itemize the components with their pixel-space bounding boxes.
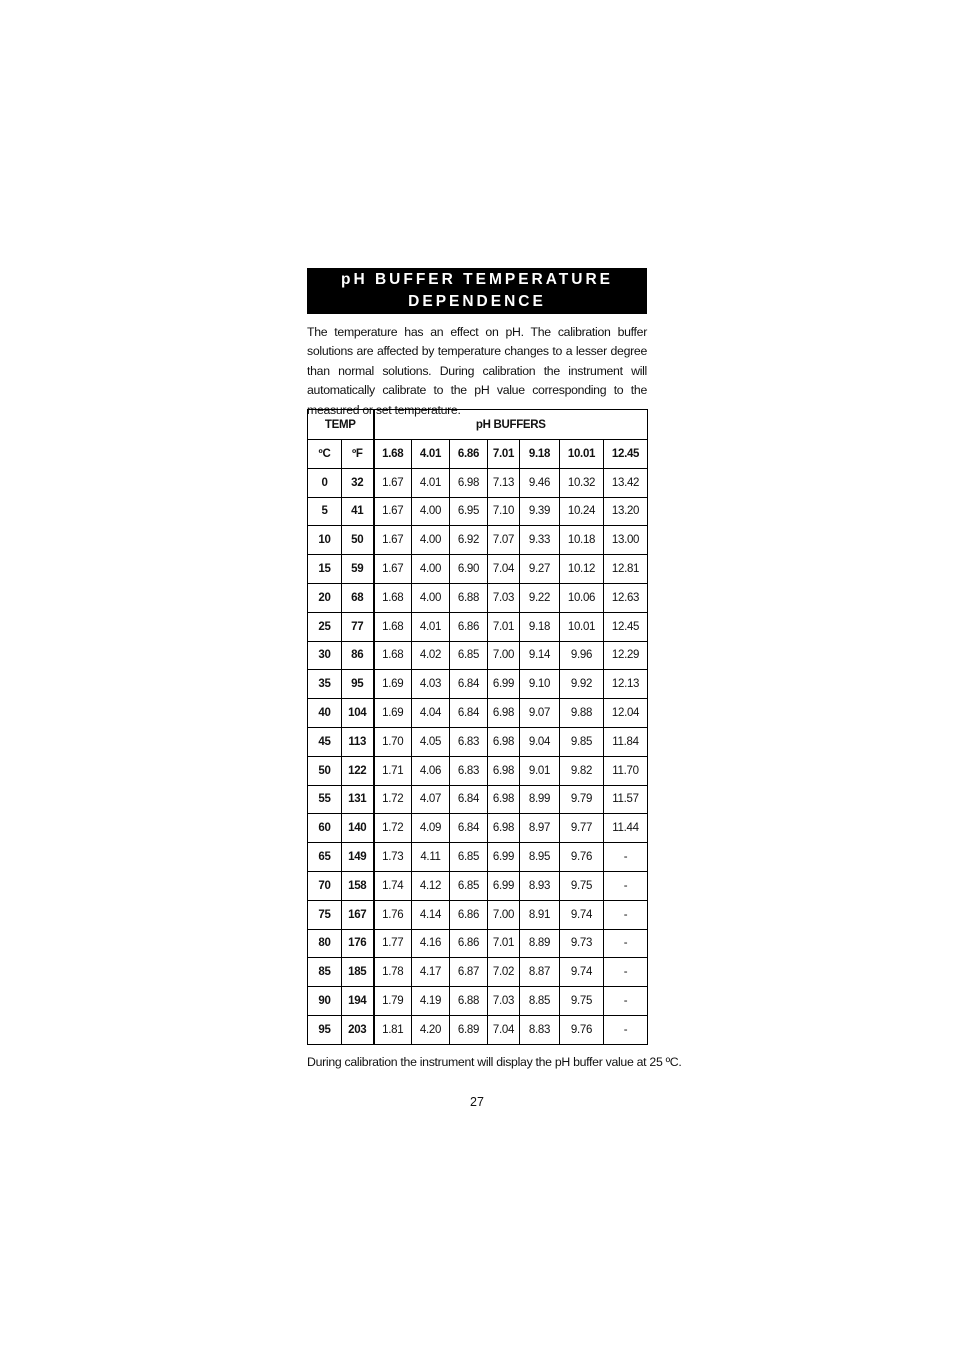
celsius-header: ºC	[308, 440, 342, 469]
buffer-value-cell: 6.84	[450, 699, 488, 728]
buffer-value-cell: 6.84	[450, 670, 488, 699]
fahrenheit-cell: 59	[342, 555, 374, 584]
buffer-value-cell: 9.88	[560, 699, 604, 728]
buffer-column-header: 4.01	[412, 440, 450, 469]
buffer-value-cell: 11.84	[604, 727, 648, 756]
buffer-value-cell: 9.92	[560, 670, 604, 699]
buffer-value-cell: 1.67	[374, 468, 412, 497]
buffer-value-cell: 9.79	[560, 785, 604, 814]
buffer-value-cell: 6.95	[450, 497, 488, 526]
fahrenheit-cell: 50	[342, 526, 374, 555]
buffer-value-cell: 6.86	[450, 900, 488, 929]
table-row	[308, 670, 648, 699]
buffer-column-header: 6.86	[450, 440, 488, 469]
ph-buffers-header: pH BUFFERS	[374, 410, 648, 440]
buffer-column-header: 9.18	[520, 440, 560, 469]
celsius-cell: 30	[308, 641, 342, 670]
buffer-value-cell: 7.00	[488, 900, 520, 929]
buffer-value-cell: 6.99	[488, 670, 520, 699]
buffer-value-cell: 12.81	[604, 555, 648, 584]
buffer-value-cell: 9.33	[520, 526, 560, 555]
buffer-value-cell: 6.87	[450, 958, 488, 987]
buffer-value-cell: -	[604, 987, 648, 1016]
buffer-value-cell: 10.32	[560, 468, 604, 497]
fahrenheit-cell: 68	[342, 583, 374, 612]
buffer-value-cell: 13.00	[604, 526, 648, 555]
celsius-cell: 25	[308, 612, 342, 641]
celsius-cell: 65	[308, 843, 342, 872]
buffer-value-cell: 12.29	[604, 641, 648, 670]
buffer-value-cell: -	[604, 843, 648, 872]
section-title-line-1: pH BUFFER TEMPERATURE	[341, 271, 613, 288]
buffer-value-cell: 9.85	[560, 727, 604, 756]
buffer-value-cell: 12.13	[604, 670, 648, 699]
buffer-value-cell: 7.04	[488, 555, 520, 584]
buffer-value-cell: 6.86	[450, 612, 488, 641]
buffer-value-cell: 1.74	[374, 871, 412, 900]
buffer-value-cell: 9.75	[560, 987, 604, 1016]
buffer-value-cell: 4.11	[412, 843, 450, 872]
buffer-value-cell: 7.01	[488, 612, 520, 641]
buffer-value-cell: 8.85	[520, 987, 560, 1016]
buffer-column-header: 10.01	[560, 440, 604, 469]
buffer-value-cell: 12.63	[604, 583, 648, 612]
table-row	[308, 843, 648, 872]
table-row	[308, 641, 648, 670]
fahrenheit-header: ºF	[342, 440, 374, 469]
celsius-cell: 20	[308, 583, 342, 612]
buffer-value-cell: 1.79	[374, 987, 412, 1016]
buffer-value-cell: 6.98	[488, 756, 520, 785]
table-row	[308, 756, 648, 785]
buffer-value-cell: 1.68	[374, 641, 412, 670]
buffer-value-cell: 6.89	[450, 1015, 488, 1044]
buffer-value-cell: 4.00	[412, 555, 450, 584]
buffer-value-cell: 6.90	[450, 555, 488, 584]
buffer-value-cell: 9.74	[560, 900, 604, 929]
buffer-value-cell: -	[604, 929, 648, 958]
celsius-cell: 80	[308, 929, 342, 958]
buffer-column-header: 7.01	[488, 440, 520, 469]
buffer-value-cell: 1.70	[374, 727, 412, 756]
fahrenheit-cell: 131	[342, 785, 374, 814]
buffer-value-cell: 7.00	[488, 641, 520, 670]
buffer-value-cell: 4.01	[412, 468, 450, 497]
buffer-value-cell: 1.68	[374, 612, 412, 641]
buffer-value-cell: 9.22	[520, 583, 560, 612]
buffer-value-cell: 8.95	[520, 843, 560, 872]
buffer-value-cell: 4.09	[412, 814, 450, 843]
table-row	[308, 727, 648, 756]
buffer-value-cell: 1.81	[374, 1015, 412, 1044]
buffer-value-cell: 6.98	[488, 727, 520, 756]
celsius-cell: 75	[308, 900, 342, 929]
buffer-value-cell: -	[604, 871, 648, 900]
fahrenheit-cell: 167	[342, 900, 374, 929]
buffer-value-cell: 4.17	[412, 958, 450, 987]
buffer-value-cell: -	[604, 1015, 648, 1044]
table-row	[308, 612, 648, 641]
buffer-value-cell: 9.75	[560, 871, 604, 900]
buffer-value-cell: 10.01	[560, 612, 604, 641]
buffer-value-cell: 4.20	[412, 1015, 450, 1044]
fahrenheit-cell: 122	[342, 756, 374, 785]
fahrenheit-cell: 185	[342, 958, 374, 987]
buffer-column-header: 1.68	[374, 440, 412, 469]
buffer-value-cell: 6.99	[488, 871, 520, 900]
buffer-value-cell: 9.04	[520, 727, 560, 756]
intro-paragraph: The temperature has an effect on pH. The calibration buffer solutions are affected by temperature changes to a lesser degree than normal solutions. During calibration the instrument will automatically calibrate to the pH value corresponding to the measured or set temperature.	[307, 325, 647, 417]
buffer-value-cell: 7.10	[488, 497, 520, 526]
buffer-value-cell: 4.12	[412, 871, 450, 900]
buffer-value-cell: 9.27	[520, 555, 560, 584]
buffer-value-cell: 9.14	[520, 641, 560, 670]
celsius-cell: 10	[308, 526, 342, 555]
buffer-value-cell: 12.04	[604, 699, 648, 728]
table-body	[308, 468, 648, 1044]
buffer-value-cell: -	[604, 958, 648, 987]
buffer-value-cell: 6.98	[488, 699, 520, 728]
buffer-value-cell: 7.03	[488, 987, 520, 1016]
buffer-value-cell: 9.07	[520, 699, 560, 728]
buffer-value-cell: 4.16	[412, 929, 450, 958]
fahrenheit-cell: 86	[342, 641, 374, 670]
buffer-value-cell: 9.76	[560, 1015, 604, 1044]
buffer-value-cell: 4.02	[412, 641, 450, 670]
buffer-value-cell: 9.39	[520, 497, 560, 526]
temp-header: TEMP	[308, 410, 374, 440]
ph-buffer-table	[307, 409, 648, 1045]
buffer-value-cell: 1.78	[374, 958, 412, 987]
fahrenheit-cell: 95	[342, 670, 374, 699]
buffer-value-cell: 7.02	[488, 958, 520, 987]
buffer-value-cell: 1.71	[374, 756, 412, 785]
buffer-value-cell: 4.00	[412, 583, 450, 612]
buffer-value-cell: 6.83	[450, 756, 488, 785]
buffer-value-cell: 1.68	[374, 583, 412, 612]
buffer-value-cell: 6.98	[450, 468, 488, 497]
section-title-banner	[307, 268, 647, 314]
celsius-cell: 45	[308, 727, 342, 756]
buffer-value-cell: 9.01	[520, 756, 560, 785]
buffer-column-header: 12.45	[604, 440, 648, 469]
celsius-cell: 40	[308, 699, 342, 728]
buffer-value-cell: 4.05	[412, 727, 450, 756]
table-row	[308, 900, 648, 929]
buffer-value-cell: 6.88	[450, 583, 488, 612]
celsius-cell: 90	[308, 987, 342, 1016]
table-row	[308, 526, 648, 555]
buffer-value-cell: 9.96	[560, 641, 604, 670]
buffer-value-cell: 6.84	[450, 785, 488, 814]
celsius-cell: 95	[308, 1015, 342, 1044]
table-row	[308, 814, 648, 843]
celsius-cell: 0	[308, 468, 342, 497]
buffer-value-cell: 11.44	[604, 814, 648, 843]
buffer-value-cell: 1.73	[374, 843, 412, 872]
fahrenheit-cell: 32	[342, 468, 374, 497]
buffer-value-cell: 1.69	[374, 670, 412, 699]
fahrenheit-cell: 104	[342, 699, 374, 728]
buffer-value-cell: 8.91	[520, 900, 560, 929]
table-row	[308, 785, 648, 814]
fahrenheit-cell: 77	[342, 612, 374, 641]
buffer-value-cell: 4.01	[412, 612, 450, 641]
table-row	[308, 871, 648, 900]
celsius-cell: 35	[308, 670, 342, 699]
buffer-value-cell: 12.45	[604, 612, 648, 641]
buffer-value-cell: 13.42	[604, 468, 648, 497]
buffer-value-cell: 11.70	[604, 756, 648, 785]
buffer-value-cell: 1.72	[374, 785, 412, 814]
buffer-value-cell: 4.00	[412, 497, 450, 526]
buffer-value-cell: 9.82	[560, 756, 604, 785]
buffer-value-cell: 1.67	[374, 497, 412, 526]
buffer-value-cell: 6.85	[450, 871, 488, 900]
buffer-value-cell: 11.57	[604, 785, 648, 814]
celsius-cell: 50	[308, 756, 342, 785]
celsius-cell: 70	[308, 871, 342, 900]
buffer-value-cell: 6.85	[450, 843, 488, 872]
fahrenheit-cell: 113	[342, 727, 374, 756]
buffer-value-cell: 6.84	[450, 814, 488, 843]
buffer-value-cell: 7.03	[488, 583, 520, 612]
buffer-value-cell: 7.13	[488, 468, 520, 497]
buffer-value-cell: 9.18	[520, 612, 560, 641]
buffer-value-cell: 4.14	[412, 900, 450, 929]
buffer-value-cell: 8.83	[520, 1015, 560, 1044]
buffer-value-cell: 4.00	[412, 526, 450, 555]
buffer-value-cell: 9.76	[560, 843, 604, 872]
buffer-value-cell: 4.07	[412, 785, 450, 814]
celsius-cell: 60	[308, 814, 342, 843]
fahrenheit-cell: 194	[342, 987, 374, 1016]
table-row	[308, 929, 648, 958]
celsius-cell: 85	[308, 958, 342, 987]
buffer-value-cell: 6.85	[450, 641, 488, 670]
buffer-value-cell: 13.20	[604, 497, 648, 526]
celsius-cell: 5	[308, 497, 342, 526]
buffer-value-cell: 9.73	[560, 929, 604, 958]
buffer-value-cell: 9.77	[560, 814, 604, 843]
buffer-value-cell: 4.06	[412, 756, 450, 785]
buffer-value-cell: 6.88	[450, 987, 488, 1016]
table-row	[308, 555, 648, 584]
buffer-value-cell: 1.67	[374, 526, 412, 555]
buffer-value-cell: -	[604, 900, 648, 929]
celsius-cell: 55	[308, 785, 342, 814]
buffer-value-cell: 8.99	[520, 785, 560, 814]
celsius-cell: 15	[308, 555, 342, 584]
fahrenheit-cell: 149	[342, 843, 374, 872]
buffer-value-cell: 7.01	[488, 929, 520, 958]
buffer-value-cell: 10.18	[560, 526, 604, 555]
buffer-value-cell: 4.04	[412, 699, 450, 728]
table-row	[308, 497, 648, 526]
page-number: 27	[470, 1095, 484, 1109]
buffer-value-cell: 8.97	[520, 814, 560, 843]
buffer-value-cell: 6.98	[488, 785, 520, 814]
buffer-value-cell: 6.98	[488, 814, 520, 843]
table-header-row-groups	[308, 410, 648, 440]
buffer-value-cell: 1.76	[374, 900, 412, 929]
buffer-value-cell: 1.67	[374, 555, 412, 584]
buffer-value-cell: 4.03	[412, 670, 450, 699]
table-row	[308, 987, 648, 1016]
fahrenheit-cell: 41	[342, 497, 374, 526]
buffer-value-cell: 1.77	[374, 929, 412, 958]
buffer-value-cell: 6.92	[450, 526, 488, 555]
table-row	[308, 699, 648, 728]
buffer-value-cell: 9.46	[520, 468, 560, 497]
buffer-value-cell: 7.04	[488, 1015, 520, 1044]
table-row	[308, 958, 648, 987]
buffer-value-cell: 1.69	[374, 699, 412, 728]
buffer-value-cell: 8.87	[520, 958, 560, 987]
fahrenheit-cell: 176	[342, 929, 374, 958]
buffer-value-cell: 10.12	[560, 555, 604, 584]
buffer-value-cell: 9.10	[520, 670, 560, 699]
buffer-value-cell: 4.19	[412, 987, 450, 1016]
footer-note: During calibration the instrument will display the pH buffer value at 25 ºC.	[307, 1055, 682, 1069]
table-header-row-columns	[308, 440, 648, 469]
buffer-value-cell: 6.99	[488, 843, 520, 872]
fahrenheit-cell: 140	[342, 814, 374, 843]
fahrenheit-cell: 203	[342, 1015, 374, 1044]
buffer-value-cell: 10.24	[560, 497, 604, 526]
section-title-line-2: DEPENDENCE	[408, 293, 546, 310]
buffer-value-cell: 1.72	[374, 814, 412, 843]
buffer-value-cell: 9.74	[560, 958, 604, 987]
buffer-value-cell: 7.07	[488, 526, 520, 555]
table-row	[308, 583, 648, 612]
table-row	[308, 1015, 648, 1044]
table-row	[308, 468, 648, 497]
buffer-value-cell: 10.06	[560, 583, 604, 612]
fahrenheit-cell: 158	[342, 871, 374, 900]
buffer-value-cell: 8.93	[520, 871, 560, 900]
buffer-value-cell: 6.86	[450, 929, 488, 958]
buffer-value-cell: 6.83	[450, 727, 488, 756]
buffer-value-cell: 8.89	[520, 929, 560, 958]
